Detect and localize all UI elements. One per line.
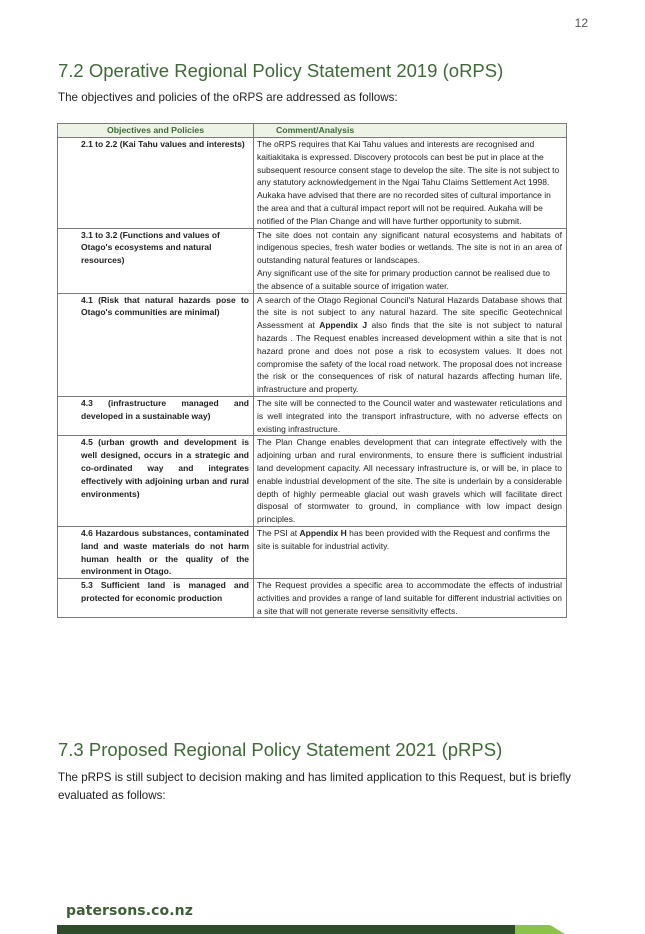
table-row [58, 579, 567, 618]
table-row [58, 228, 567, 293]
comment-text: A search of the Otago Regional Council's Natural Hazards Database shows that the site is not subject to any natural hazard. The site specific Geotechnical Assessment at [257, 294, 562, 331]
comment-text: also finds that the site is not subject to natural hazards . The Request enables increased development within a site that is not hazard prone and does not pose a risk to ecosystem values. It does not compromise the safety of the local road network. The proposal does not increase the risk or the consequences of risk of natural hazards affecting human life, infrastructure and property. [257, 320, 562, 395]
comment-cell [254, 138, 567, 229]
table-row [58, 526, 567, 578]
objective-cell: 2.1 to 2.2 (Kai Tahu values and interests) [58, 138, 254, 229]
column-header-objectives: Objectives and Policies [58, 124, 254, 138]
comment-text: The site does not contain any significant natural ecosystems and habitats of indigenous species, fresh water bodies or wetlands. The site is not in an area of outstanding natural features or landscapes. [257, 229, 562, 266]
comment-text: has been provided with the Request and confirms the site is suitable for industrial activity. [257, 527, 550, 551]
comment-text: The PSI at [257, 527, 300, 538]
objectives-table [57, 123, 567, 618]
objective-cell: 4.1 (Risk that natural hazards pose to Otago's communities are minimal) [58, 293, 254, 396]
table-row [58, 436, 567, 527]
table-header-row [58, 124, 567, 138]
appendix-reference: Appendix J [319, 320, 368, 331]
comment-cell [254, 228, 567, 293]
section-heading-7-3: 7.3 Proposed Regional Policy Statement 2021 (pRPS) [58, 739, 503, 760]
objective-cell: 3.1 to 3.2 (Functions and values of Otago's ecosystems and natural resources) [58, 228, 254, 293]
appendix-reference: Appendix H [299, 527, 347, 538]
objective-cell: 4.5 (urban growth and development is well designed, occurs in a strategic and co-ordinated way and integrates effectively with adjoining urban and rural environments) [58, 436, 254, 527]
column-header-comment: Comment/Analysis [254, 124, 567, 138]
section-heading-7-2: 7.2 Operative Regional Policy Statement 2019 (oRPS) [58, 60, 504, 81]
comment-text: The Plan Change enables development that can integrate effectively with the adjoining urban and rural environments, to ensure there is sufficient industrial land development capacity. All necessary infrastructure is, or will be, in place to enable industrial development of the site. The site is underlain by a considerable depth of highly permeable glacial out wash gravels which will facilitate direct disposal of stormwater to ground, in compliance with low impact design principles. [257, 437, 562, 525]
table-row [58, 293, 567, 396]
comment-text: The site will be connected to the Council water and wastewater reticulations and is well integrated into the transport infrastructure, with no adverse effects on existing infrastructure. [257, 397, 562, 434]
page-number: 12 [574, 16, 588, 30]
objective-cell: 5.3 Sufficient land is managed and protected for economic production [58, 579, 254, 618]
comment-cell [254, 579, 567, 618]
table-row [58, 138, 567, 229]
footer-logo: patersons.co.nz [66, 903, 193, 919]
comment-cell [254, 396, 567, 435]
comment-cell [254, 436, 567, 527]
objective-cell: 4.3 (infrastructure managed and developed in a sustainable way) [58, 396, 254, 435]
comment-text: The Request provides a specific area to accommodate the effects of industrial activities and provides a range of land suitable for different industrial activities on a site that will not generate reverse sensitivity effects. [257, 580, 562, 616]
footer-bar [57, 925, 527, 934]
section-intro-7-2: The objectives and policies of the oRPS are addressed as follows: [58, 91, 398, 104]
comment-text: Any significant use of the site for primary production cannot be realised due to the absence of a suitable source of irrigation water. [257, 267, 550, 291]
footer-accent-bar [515, 925, 565, 934]
table-row [58, 396, 567, 435]
comment-cell [254, 293, 567, 396]
objective-cell: 4.6 Hazardous substances, contaminated land and waste materials do not harm human health or the quality of the environment in Otago. [58, 526, 254, 578]
comment-cell [254, 526, 567, 578]
comment-text: The oRPS requires that Kai Tahu values and interests are recognised and kaitiakitaka is expressed. Discovery protocols can best be put in place at the subsequent resource consent stage to develop the site. The site is not subject to any statutory acknowledgement in the Ngai Tahu Claims Settlement Act 1998. Aukaka have advised that there are no recorded sites of cultural importance in the area and that a cultural impact report will not be required. Aukaha will be notified of the Plan Change and will have further opportunity to submit. [257, 139, 560, 226]
section-intro-7-3: The pRPS is still subject to decision making and has limited application to this Request, but is briefly evaluated as follows: [58, 771, 571, 802]
